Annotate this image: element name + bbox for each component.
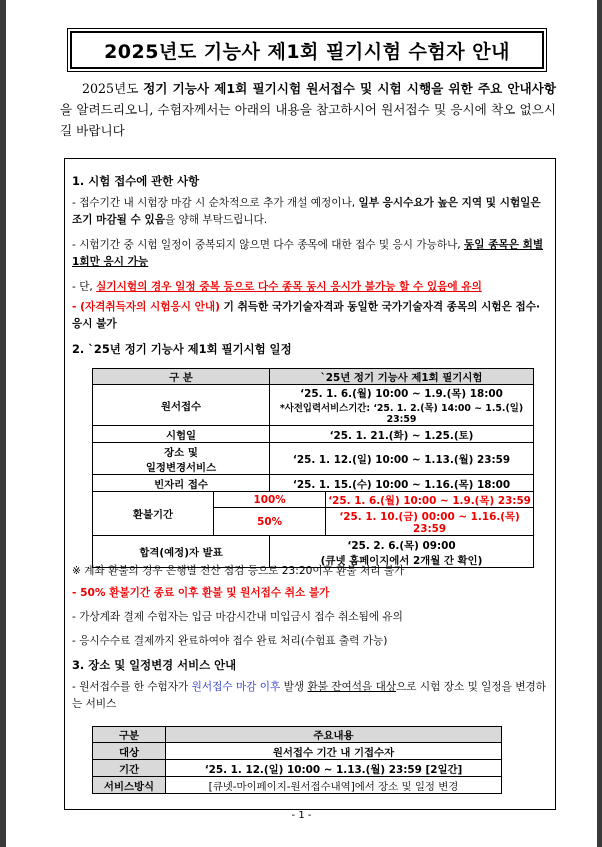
page-number: - 1 - (291, 810, 312, 821)
section1-bullet-4 (72, 299, 546, 333)
table-row (93, 385, 534, 426)
text: - 단, (72, 281, 97, 293)
note-3: - 가상계좌 결제 수험자는 입금 마감시간내 미입금시 접수 취소됨에 유의 (72, 611, 403, 623)
section3-heading: 3. 장소 및 일정변경 서비스 안내 (72, 658, 237, 672)
table-row (93, 492, 534, 508)
text: 을 양해 부탁드립니다. (164, 214, 268, 226)
row-label: 빈자리 접수 (93, 475, 270, 492)
service-table (92, 726, 502, 794)
note-4: - 응시수수료 결제까지 완료하여야 접수 완료 처리(수험표 출력 가능) (72, 635, 388, 647)
value-line: (큐넷 홈페이지에서 2개월 간 확인) (320, 554, 483, 567)
section1-bullet-3 (72, 279, 546, 296)
table-header: `25년 정기 기능사 제1회 필기시험 (270, 369, 534, 385)
note-1: ※ 계좌 환불의 경우 은행별 전산 점검 등으로 23:20이후 환불 처리 불가 (72, 565, 405, 577)
row-label: 대상 (93, 743, 166, 760)
notice-box (64, 158, 556, 810)
table-row (93, 777, 502, 794)
section1-bullet-1 (72, 195, 546, 229)
intro-text: 2025년도 (82, 81, 144, 96)
red-text: - (자격취득자의 시험응시 안내) (72, 301, 220, 313)
document-page (6, 0, 597, 847)
title-text: 2025년도 기능사 제1회 필기시험 수험자 안내 (104, 40, 510, 63)
row-label: 원서접수 (93, 385, 270, 426)
section3-desc (72, 679, 546, 713)
text: 으로 시험 장소 및 일정을 변경하는 서비스 (72, 681, 546, 710)
row-label (93, 443, 270, 475)
row-value: ‘25. 1. 12.(일) 10:00 ~ 1.13.(월) 23:59 [2일간] (166, 760, 502, 777)
section1-bullet-2 (72, 237, 546, 271)
refund-period: ‘25. 1. 10.(금) 00:00 ~ 1.16.(목) 23:59 (326, 508, 534, 536)
row-value: ‘25. 1. 12.(일) 10:00 ~ 1.13.(월) 23:59 (270, 443, 534, 475)
row-label: 합격(예정)자 발표 (93, 536, 270, 568)
refund-pct: 50% (214, 508, 326, 536)
table-row (93, 760, 502, 777)
refund-pct: 100% (214, 492, 326, 508)
underlined-text: 환불 잔여석을 대상 (307, 681, 397, 693)
row-label: 기간 (93, 760, 166, 777)
label-line: 장소 및 (164, 446, 198, 459)
note-2: - 50% 환불기간 종료 이후 환불 및 원서접수 취소 불가 (72, 587, 330, 599)
schedule-table (92, 368, 534, 568)
row-value: [큐넷-마이페이지-원서접수내역]에서 장소 및 일정 변경 (166, 777, 502, 794)
bold-text: 동일 종목은 회별 1회만 응시 가능 (72, 239, 544, 268)
row-label: 시험일 (93, 426, 270, 443)
intro-tail-text: 을 알려드리오니, 수험자께서는 아래의 내용을 참고하시어 원서접수 및 응시에 착오 없으시길 바랍니다 (60, 102, 556, 138)
section2-heading: 2. `25년 정기 기능사 제1회 필기시험 일정 (72, 342, 292, 356)
row-value (270, 385, 534, 426)
table-row (93, 475, 534, 492)
refund-period: ‘25. 1. 6.(월) 10:00 ~ 1.9.(목) 23:59 (326, 492, 534, 508)
table-header: 주요내용 (166, 727, 502, 743)
section1-heading: 1. 시험 접수에 관한 사항 (72, 174, 200, 188)
table-row (93, 443, 534, 475)
row-label: 환불기간 (93, 492, 214, 536)
row-value: ‘25. 1. 15.(수) 10:00 ~ 1.16.(목) 18:00 (270, 475, 534, 492)
table-header: 구 분 (93, 369, 270, 385)
table-row (93, 426, 534, 443)
row-value: ‘25. 1. 21.(화) ~ 1.25.(토) (270, 426, 534, 443)
row-label: 서비스방식 (93, 777, 166, 794)
red-text: 실기시험의 경우 일정 중복 등으로 다수 종목 동시 응시가 불가능 할 수 있음에 유의 (96, 281, 482, 293)
table-header: 구분 (93, 727, 166, 743)
table-row (93, 743, 502, 760)
text: - 접수기간 내 시험장 마감 시 순차적으로 추가 개설 예정이나, (72, 197, 359, 209)
value-line: ‘25. 2. 6.(목) 09:00 (347, 539, 456, 552)
bold-text: 기 취득한 국가기술자격과 동일한 국가기술자격 종목의 시험은 접수·응시 불가 (72, 301, 541, 330)
label-line: 일정변경서비스 (145, 461, 217, 474)
text: 발생 (280, 681, 308, 693)
blue-text: 원서접수 마감 이후 (191, 681, 281, 693)
bold-text: 일부 응시수요가 높은 지역 및 시험일은 조기 마감될 수 있음 (72, 197, 541, 226)
intro-bold-text: 정기 기능사 제1회 필기시험 원서접수 및 시험 시행을 위한 주요 안내사항 (143, 81, 556, 96)
text: - 원서접수를 한 수험자가 (72, 681, 192, 693)
value-line: ‘25. 1. 6.(월) 10:00 ~ 1.9.(목) 18:00 (300, 388, 503, 400)
document-title (70, 31, 544, 69)
intro-paragraph (60, 78, 556, 141)
row-value: 원서접수 기간 내 기접수자 (166, 743, 502, 760)
value-line: *사전입력서비스기간: ‘25. 1. 2.(목) 14:00 ~ 1.5.(일) 23:59 (279, 403, 524, 425)
text: - 시험기간 중 시험 일정이 중복되지 않으면 다수 종목에 대한 접수 및 응시 가능하나, (72, 239, 465, 251)
